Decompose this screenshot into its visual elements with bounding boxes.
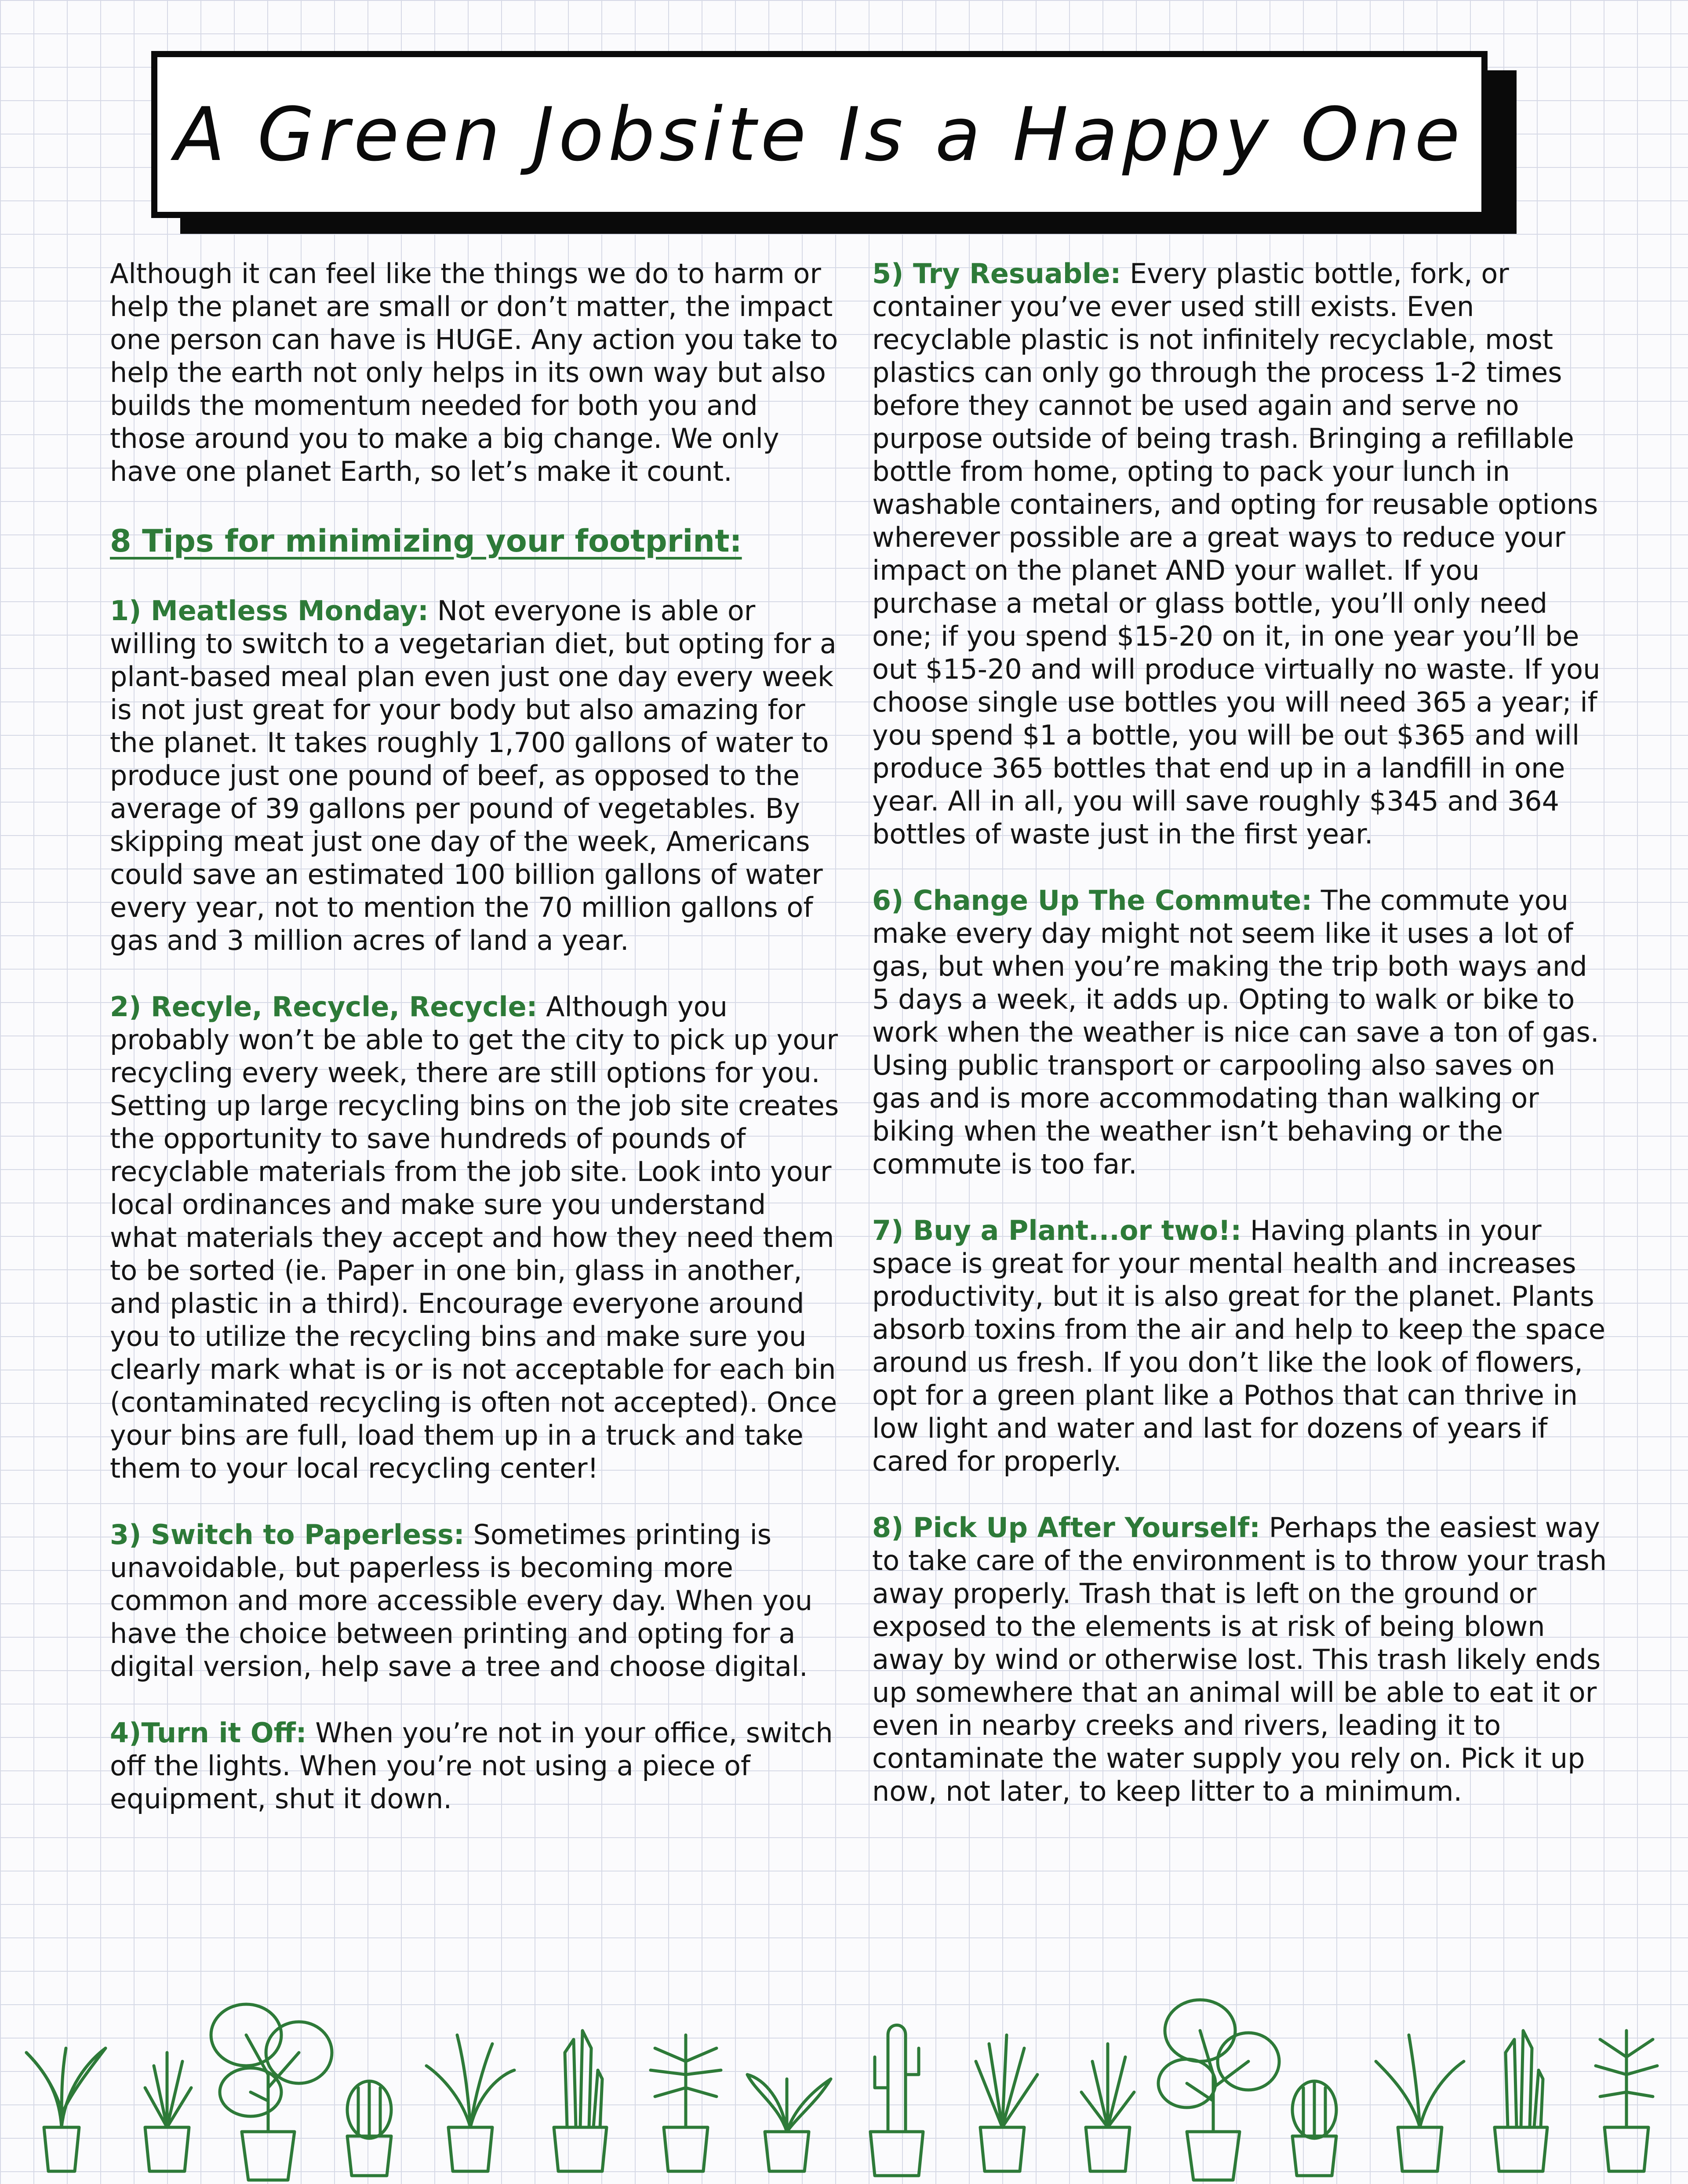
tip-1-heading: 1) Meatless Monday: xyxy=(110,595,429,627)
tip-3-body: Sometimes printing is unavoidable, but paperless is becoming more common and more accessible every day. When you have the choice between printing and opting for a digital version, help save a tree and choose digital. xyxy=(110,1519,813,1683)
plant-icon xyxy=(426,2035,514,2171)
tip-7-body: Having plants in your space is great for your mental health and increases productivity, but it is also great for the planet. Plants absorb toxins from the air and help to keep the space around us fresh. If you don’t like the look of flowers, opt for a green plant like a Pothos that can thrive in low light and water and last for dozens of years if cared for properly. xyxy=(872,1214,1605,1477)
tip-2 xyxy=(110,990,840,1485)
plant-icon xyxy=(26,2048,106,2171)
plant-icon xyxy=(145,2053,191,2171)
tip-5-heading: 5) Try Resuable: xyxy=(872,258,1121,290)
intro-paragraph: Although it can feel like the things we do to harm or help the planet are small or don’t matter, the impact one person can have is HUGE. Any action you take to help the earth not only helps in its own way but also builds the momentum needed for both you and those around you to make a big change. We only have one planet Earth, so let’s make it count. xyxy=(110,258,838,487)
tip-2-heading: 2) Recyle, Recycle, Recycle: xyxy=(110,991,538,1023)
tip-7-heading: 7) Buy a Plant...or two!: xyxy=(872,1214,1242,1246)
plant-icon xyxy=(651,2035,721,2171)
plant-icon xyxy=(347,2081,391,2176)
tip-3-heading: 3) Switch to Paperless: xyxy=(110,1519,465,1551)
tip-8 xyxy=(872,1511,1611,1808)
title-banner xyxy=(151,51,1488,218)
plant-icon xyxy=(747,2075,831,2171)
tip-5-body: Every plastic bottle, fork, or container you’ve ever used still exists. Even recyclable plastic is not infinitely recyclable, most plastics can only go through the process 1-2 times before they cannot be used again and serve no purpose outside of being trash. Bringing a refillable bottle from home, opting to pack your lunch in washable containers, and opting for reusable options wherever possible are a great ways to reduce your impact on the planet AND your wallet. If you purchase a metal or glass bottle, you’ll only need one; if you spend $15-20 on it, in one year you’ll be out $15-20 and will produce virtually no waste. If you choose single use bottles you will need 365 a year; if you spend $1 a bottle, you will be out $365 and will produce 365 bottles that end up in a landfill in one year. All in all, you will save roughly $345 and 364 bottles of waste just in the first year. xyxy=(872,258,1601,850)
tip-5 xyxy=(872,257,1611,850)
left-column xyxy=(110,257,840,1849)
plant-icon xyxy=(554,2031,607,2171)
tip-6 xyxy=(872,884,1611,1181)
plant-icon xyxy=(1495,2031,1547,2171)
plant-icon xyxy=(870,2025,923,2176)
tip-2-body: Although you probably won’t be able to get the city to pick up your recycling every week, there are still options for you. Setting up large recycling bins on the job site creates the opportunity to save hundreds of pounds of recyclable materials from the job site. Look into your local ordinances and make sure you understand what materials they accept and how they need them to be sorted (ie. Paper in one bin, glass in another, and plastic in a third). Encourage everyone around you to utilize the recycling bins and make sure you clearly mark what is or is not acceptable for each bin (contaminated recycling is often not accepted). Once your bins are full, load them up in a truck and take them to your local recycling center! xyxy=(110,991,839,1484)
tip-7 xyxy=(872,1214,1611,1478)
tip-1-body: Not everyone is able or willing to switch to a vegetarian diet, but opting for a plant-based meal plan even just one day every week is not just great for your body but also amazing for the planet. It takes roughly 1,700 gallons of water to produce just one pound of beef, as opposed to the average of 39 gallons per pound of vegetables. By skipping meat just one day of the week, Americans could save an estimated 100 billion gallons of water every year, not to mention the 70 million gallons of gas and 3 million acres of land a year. xyxy=(110,595,837,956)
tip-4 xyxy=(110,1716,840,1815)
potted-plants-illustration xyxy=(0,1995,1688,2184)
plant-icon xyxy=(1292,2081,1336,2176)
tip-4-body: When you’re not in your office, switch off the lights. When you’re not using a piece of equipment, shut it down. xyxy=(110,1717,833,1815)
tip-3 xyxy=(110,1518,840,1683)
plant-icon xyxy=(1376,2035,1464,2171)
page-title: A Green Jobsite Is a Happy One xyxy=(174,91,1465,178)
plant-icon xyxy=(211,2004,332,2180)
right-column xyxy=(872,257,1611,1841)
tip-6-body: The commute you make every day might not seem like it uses a lot of gas, but when you’re making the trip both ways and 5 days a week, it adds up. Opting to walk or bike to work when the weather is nice can save a ton of gas. Using public transport or carpooling also saves on gas and is more accommodating than walking or biking when the weather isn’t behaving or the commute is too far. xyxy=(872,884,1599,1180)
tip-6-heading: 6) Change Up The Commute: xyxy=(872,884,1312,916)
plant-icon xyxy=(1158,2000,1279,2180)
tip-8-body: Perhaps the easiest way to take care of the environment is to throw your trash away properly. Trash that is left on the ground or exposed to the elements is at risk of being blown away by wind or otherwise lost. This trash likely ends up somewhere that an animal will be able to eat it or even in nearby creeks and rivers, leading it to contaminate the water supply you rely on. Pick it up now, not later, to keep litter to a minimum. xyxy=(872,1512,1607,1807)
tip-4-heading: 4)Turn it Off: xyxy=(110,1717,307,1749)
tip-1 xyxy=(110,594,840,957)
plant-icon xyxy=(1596,2031,1657,2171)
plant-icon xyxy=(1081,2044,1134,2171)
tip-8-heading: 8) Pick Up After Yourself: xyxy=(872,1512,1260,1544)
tips-heading: 8 Tips for minimizing your footprint: xyxy=(110,523,742,559)
plant-icon xyxy=(976,2035,1037,2171)
